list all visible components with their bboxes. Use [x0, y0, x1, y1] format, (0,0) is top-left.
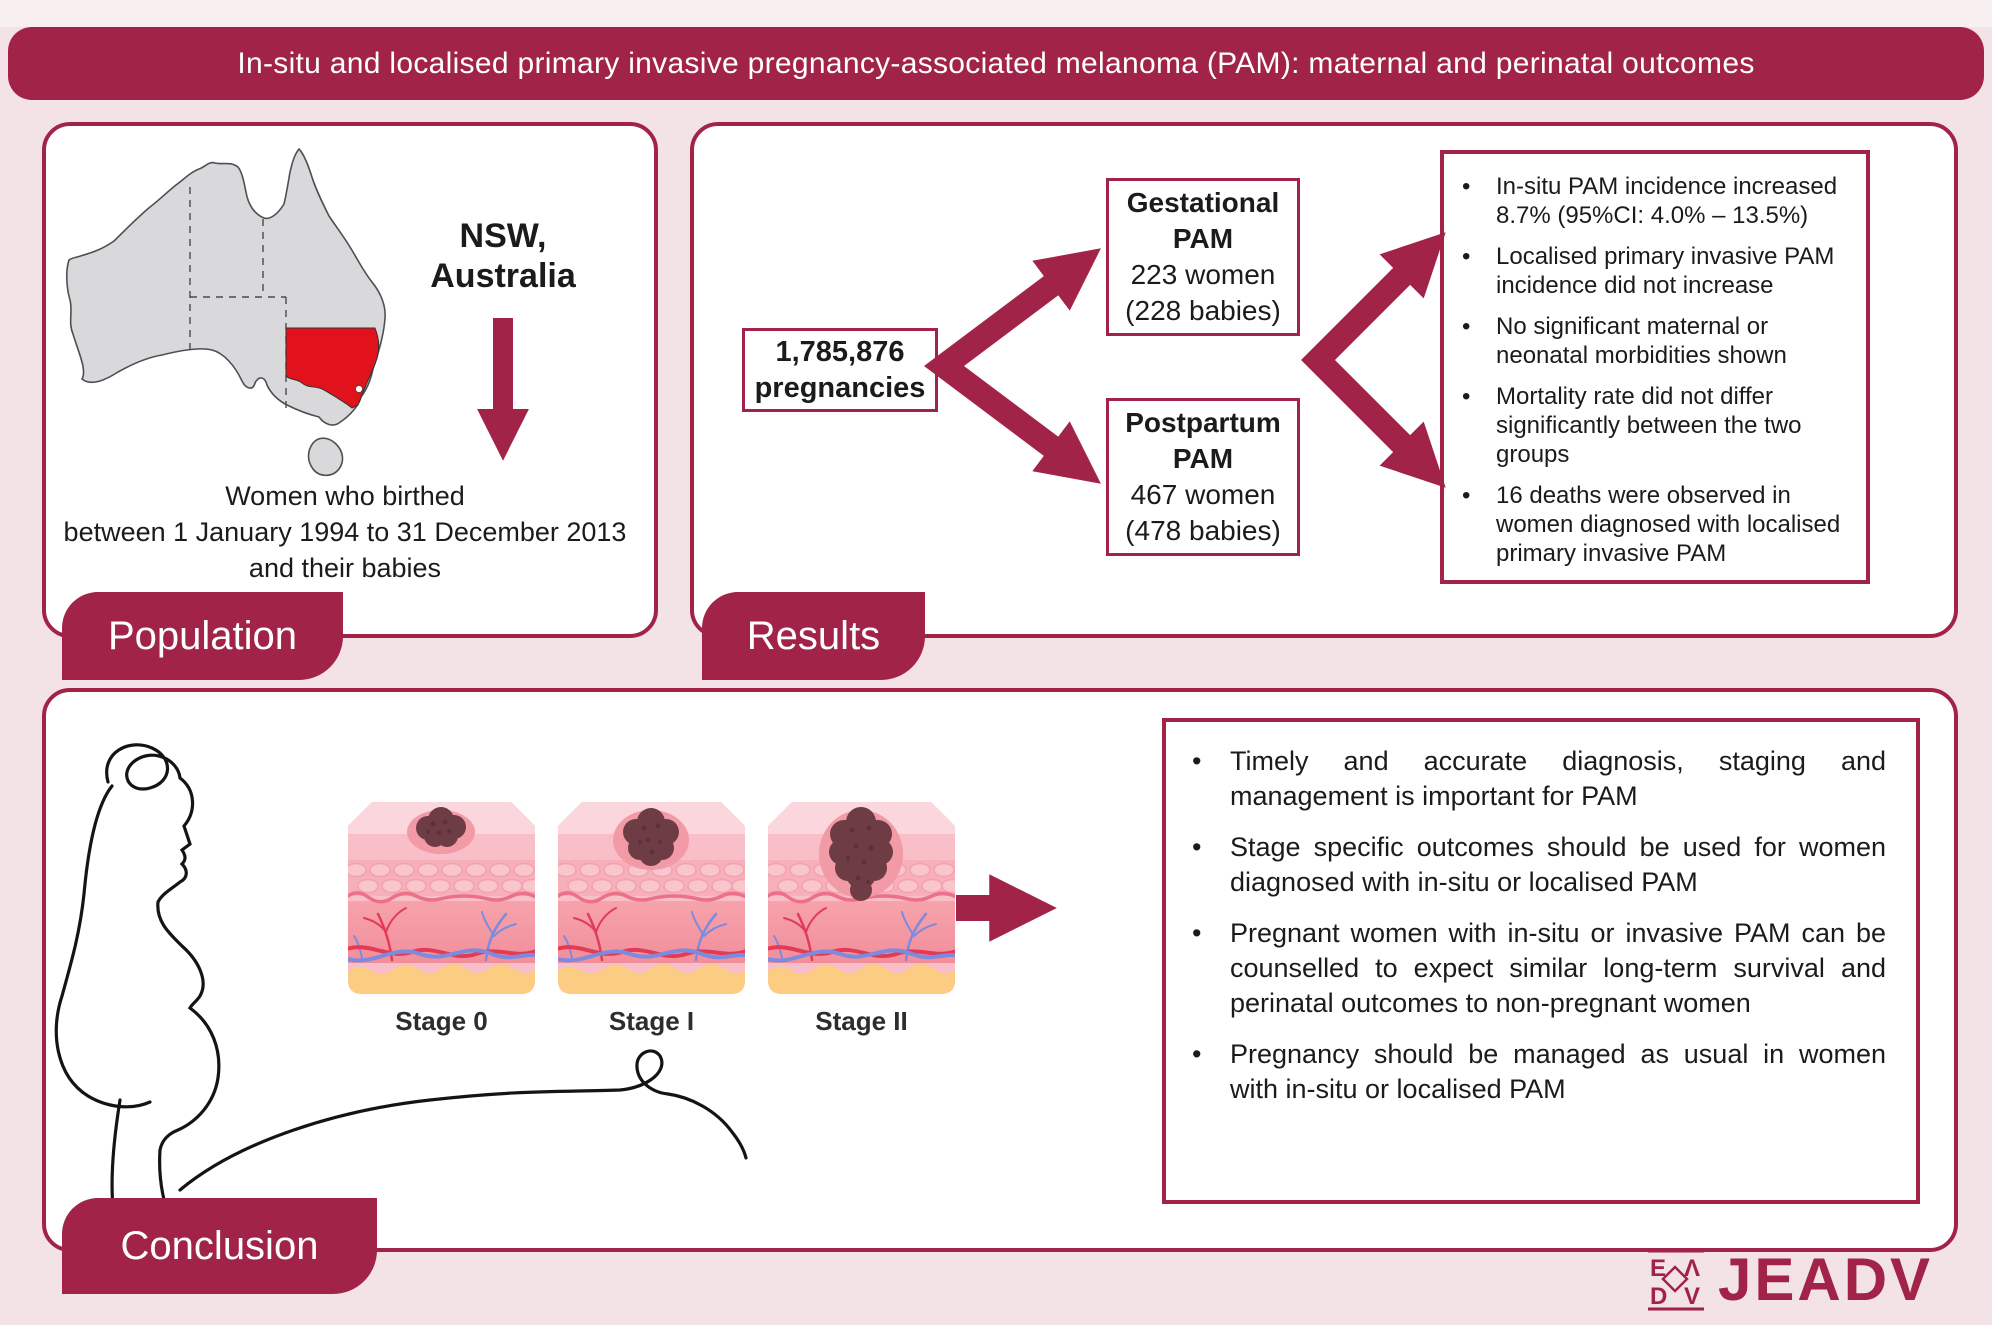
- conclusion-item: [1192, 1037, 1886, 1107]
- population-description: [52, 478, 638, 586]
- conclusion-item: [1192, 830, 1886, 900]
- nsw-label-line2: Australia: [430, 257, 576, 295]
- conclusion-points-box: [1162, 718, 1920, 1204]
- cohort-count: 1,785,876: [775, 336, 905, 368]
- nsw-label-line1: NSW,: [459, 217, 547, 255]
- finding-item: [1462, 172, 1846, 230]
- bullet-icon: •: [1192, 918, 1202, 948]
- skin-diagram-stage0: [348, 802, 535, 994]
- conclusion-text: Pregnant women with in-situ or invasive PAM can be counselled to expect similar long-term survival and perinatal outcomes to non-pregnant women: [1230, 918, 1886, 1018]
- population-description-line1: Women who birthed: [225, 481, 465, 511]
- postpartum-title-line1: Postpartum: [1125, 407, 1281, 438]
- page-title: In-situ and localised primary invasive pregnancy-associated melanoma (PAM): maternal and perinatal outcomes: [237, 46, 1755, 80]
- gestational-women: 223 women: [1130, 259, 1276, 290]
- finding-text: Localised primary invasive PAM incidence did not increase: [1496, 243, 1835, 299]
- bullet-icon: •: [1462, 313, 1471, 340]
- conclusion-text: Stage specific outcomes should be used for women diagnosed with in-situ or localised PAM: [1230, 832, 1886, 897]
- results-tab-label: Results: [746, 613, 881, 658]
- emblem-letter: D: [1650, 1283, 1668, 1310]
- cohort-box: [742, 328, 938, 412]
- conclusion-tab-label: Conclusion: [120, 1223, 319, 1268]
- bullet-icon: •: [1462, 243, 1471, 270]
- bullet-icon: •: [1192, 746, 1202, 776]
- finding-text: 16 deaths were observed in women diagnosed with localised primary invasive PAM: [1496, 482, 1841, 567]
- postpartum-babies: (478 babies): [1125, 515, 1281, 546]
- eadv-emblem-icon: [1644, 1248, 1708, 1312]
- bullet-icon: •: [1192, 1039, 1202, 1069]
- gestational-title-line2: PAM: [1172, 223, 1234, 254]
- stage1-label: Stage I: [608, 1006, 695, 1036]
- stage0-label: Stage 0: [395, 1006, 488, 1036]
- emblem-letter: E: [1650, 1255, 1667, 1282]
- postpartum-pam-box: [1106, 398, 1300, 556]
- top-margin-strip: [0, 0, 1992, 27]
- gestational-pam-box: [1106, 178, 1300, 336]
- conclusion-text: Timely and accurate diagnosis, staging and management is important for PAM: [1230, 746, 1886, 811]
- bullet-icon: •: [1192, 832, 1202, 862]
- title-banner: [8, 27, 1984, 100]
- conclusion-item: [1192, 916, 1886, 1021]
- finding-item: [1462, 481, 1846, 568]
- skin-diagram-stage1: [558, 802, 745, 994]
- finding-text: Mortality rate did not differ significantly between the two groups: [1496, 383, 1802, 468]
- act-dot: [356, 386, 363, 393]
- bullet-icon: •: [1462, 482, 1471, 509]
- finding-text: In-situ PAM incidence increased 8.7% (95%CI: 4.0% – 13.5%): [1496, 173, 1838, 229]
- nsw-label: [408, 216, 598, 296]
- population-description-line2: between 1 January 1994 to 31 December 2013: [63, 517, 627, 547]
- postpartum-title-line2: PAM: [1172, 443, 1234, 474]
- population-tab-label: Population: [107, 613, 298, 658]
- postpartum-women: 467 women: [1130, 479, 1276, 510]
- cohort-unit: pregnancies: [754, 372, 926, 404]
- results-tab: [702, 592, 925, 680]
- conclusion-tab: [62, 1198, 377, 1294]
- population-tab: [62, 592, 343, 680]
- finding-text: No significant maternal or neonatal morbidities shown: [1496, 313, 1787, 369]
- gestational-title-line1: Gestational: [1126, 187, 1280, 218]
- tasmania: [309, 438, 343, 475]
- conclusion-item: [1192, 744, 1886, 814]
- results-findings-box: [1440, 150, 1870, 584]
- finding-item: [1462, 312, 1846, 370]
- emblem-letter: Λ: [1684, 1255, 1701, 1282]
- gestational-babies: (228 babies): [1125, 295, 1281, 326]
- finding-item: [1462, 242, 1846, 300]
- population-description-line3: and their babies: [248, 553, 442, 583]
- stage2-label: Stage II: [815, 1006, 908, 1036]
- jeadv-logo: [1644, 1248, 1933, 1312]
- journal-name: JEADV: [1718, 1246, 1934, 1313]
- emblem-letter: V: [1684, 1283, 1701, 1310]
- bullet-icon: •: [1462, 383, 1471, 410]
- bullet-icon: •: [1462, 173, 1471, 200]
- australia-map: [62, 142, 422, 487]
- skin-diagram-stage2: [768, 802, 955, 994]
- conclusion-text: Pregnancy should be managed as usual in women with in-situ or localised PAM: [1230, 1039, 1886, 1104]
- finding-item: [1462, 382, 1846, 469]
